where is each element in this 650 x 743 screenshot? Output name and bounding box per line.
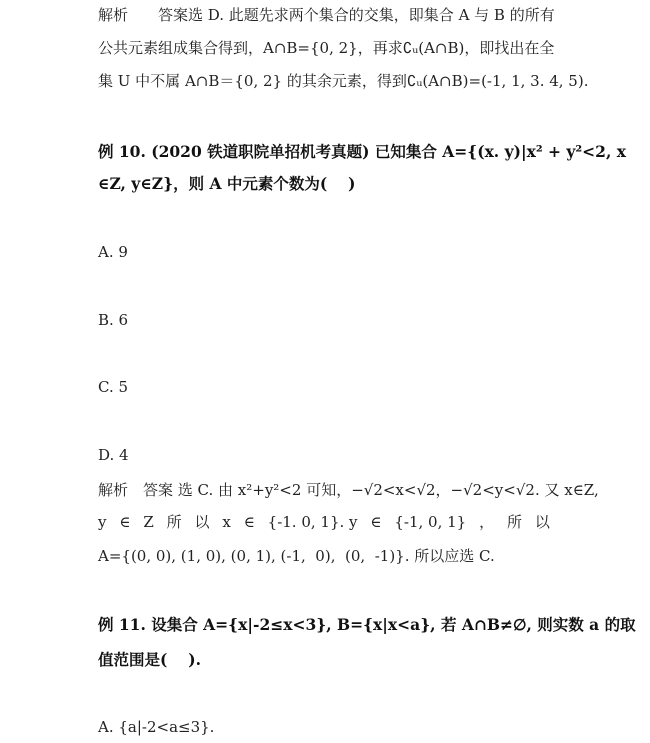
word: 以 (534, 513, 550, 531)
word: ， (479, 513, 495, 531)
option-d: D. 4 (98, 446, 129, 464)
word: {-1, 0, 1} (394, 513, 467, 531)
question-line: 值范围是( ). (98, 650, 201, 669)
question-line: 例 11. 设集合 A={x|-2≤x<3}, B={x|x<a}, 若 A∩B≠∅, 则实数 a 的取 (98, 615, 636, 634)
word: ∈ (243, 513, 255, 531)
question-line: ∈Z, y∈Z}，则 A 中元素个数为( ) (98, 174, 356, 193)
option-c: C. 5 (98, 378, 129, 396)
option-a: A. 9 (98, 243, 128, 261)
solution-line-justified (98, 512, 550, 532)
solution-line: 集 U 中不属 A∩B＝{0, 2} 的其余元素，得到∁ᵤ(A∩B)=(-1, 1, 3. 4, 5). (98, 72, 589, 90)
solution-line: 解析 答案选 D. 此题先求两个集合的交集，即集合 A 与 B 的所有 (98, 6, 555, 24)
solution-line: 公共元素组成集合得到，A∩B={0, 2}，再求∁ᵤ(A∩B)，即找出在全 (98, 39, 555, 57)
word: Z (143, 513, 154, 531)
option-a: A. {a|-2<a≤3}. (98, 718, 215, 736)
word: ∈ (370, 513, 382, 531)
word: {-1. 0, 1}. y (267, 513, 358, 531)
solution-line: A={(0, 0), (1, 0), (0, 1), (-1, 0), (0, -1)}. 所以应选 C. (98, 547, 495, 565)
word: 所 (166, 513, 182, 531)
option-b: B. 6 (98, 311, 129, 329)
word: 所 (506, 513, 522, 531)
question-line: 例 10. (2020 铁道职院单招机考真题) 已知集合 A={(x. y)|x² + y²<2, x (98, 142, 626, 161)
word: ∈ (119, 513, 131, 531)
word: y (98, 513, 107, 531)
solution-line: 解析 答案 选 C. 由 x²+y²<2 可知，−√2<x<√2，−√2<y<√2. 又 x∈Z, (98, 481, 599, 499)
word: x (222, 513, 231, 531)
word: 以 (194, 513, 210, 531)
